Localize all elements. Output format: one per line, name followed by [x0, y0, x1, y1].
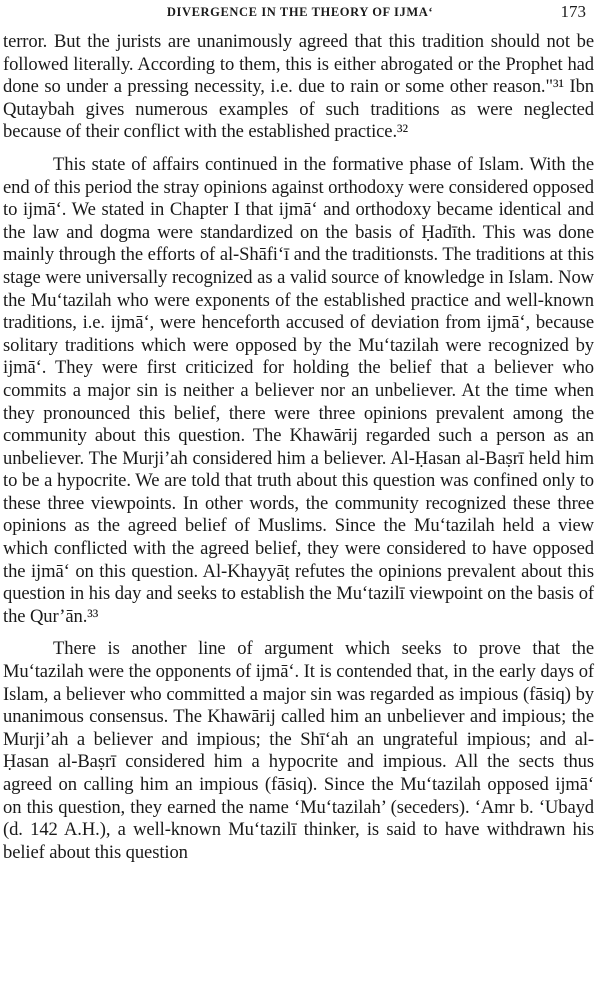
paragraph-formative-phase: This state of affairs continued in the formative phase of Islam. With the end of this period the stray opinions against orthodoxy were considered opposed to ijmā‘. We stated in Chapter I that ijmā‘ and orthodoxy became identical and the law and dogma were standardized on the basis of Ḥadīth. This was done mainly through the efforts of al-Shāfi‘ī and the traditionsts. The traditions at this stage were universally recognized as a valid source of knowledge in Islam. Now the Mu‘tazilah who were exponents of the established practice and well-known traditions, i.e. ijmā‘, were henceforth accused of deviation from ijmā‘, because solitary traditions which were opposed by the Mu‘tazilah were recognized by ijmā‘. They were first criticized for holding the belief that a believer who commits a major sin is neither a believer nor an unbeliever. At the time when they pronounced this belief, there were three opinions prevalent among the community about this question. The Khawārij regarded such a person as an unbeliever. The Murji’ah considered him a believer. Al-Ḥasan al-Baṣrī held him to be a hypocrite. We are told that truth about this question was confined only to these three viewpoints. In other words, the community recognized these three opinions as the agreed belief of Muslims. Since the Mu‘tazilah held a view which conflicted with the agreed belief, they were considered to have opposed the ijmā‘ on this question. Al-Khayyāṭ refutes the opinions prevalent about this question in his day and seeks to establish the Mu‘tazilī viewpoint on the basis of the Qur’ān.³³ — [3, 153, 594, 627]
running-head — [0, 2, 600, 26]
paragraph-continuation: terror. But the jurists are unanimously agreed that this tradition should not be followed literally. According to them, this is either abrogated or the Prophet had done so under a pressing necessity, i.e. due to rain or some other reason."³¹ Ibn Qutaybah gives numerous examples of such traditions as were neglected because of their conflict with the established practice.³² — [3, 31, 594, 143]
paragraph-line-of-argument: There is another line of argument which seeks to prove that the Mu‘tazilah were the opponents of ijmā‘. It is contended that, in the early days of Islam, a believer who committed a major sin was regarded as impious (fāsiq) by unanimous consensus. The Khawārij called him an unbeliever and impious; the Murji’ah a believer and impious; the Shī‘ah an ungrateful impious; and al-Ḥasan al-Baṣrī considered him a hypocrite and impious. All the sects thus agreed on calling him an impious (fāsiq). Since the Mu‘tazilah opposed ijmā‘ on this question, they earned the name ‘Mu‘tazilah’ (seceders). ‘Amr b. ‘Ubayd (d. 142 A.H.), a well-known Mu‘tazilī thinker, is said to have withdrawn his belief about this question — [3, 638, 594, 863]
running-title: DIVERGENCE IN THE THEORY OF IJMA‘ — [166, 5, 434, 19]
body-text — [3, 31, 594, 864]
page-number: 173 — [560, 2, 586, 21]
